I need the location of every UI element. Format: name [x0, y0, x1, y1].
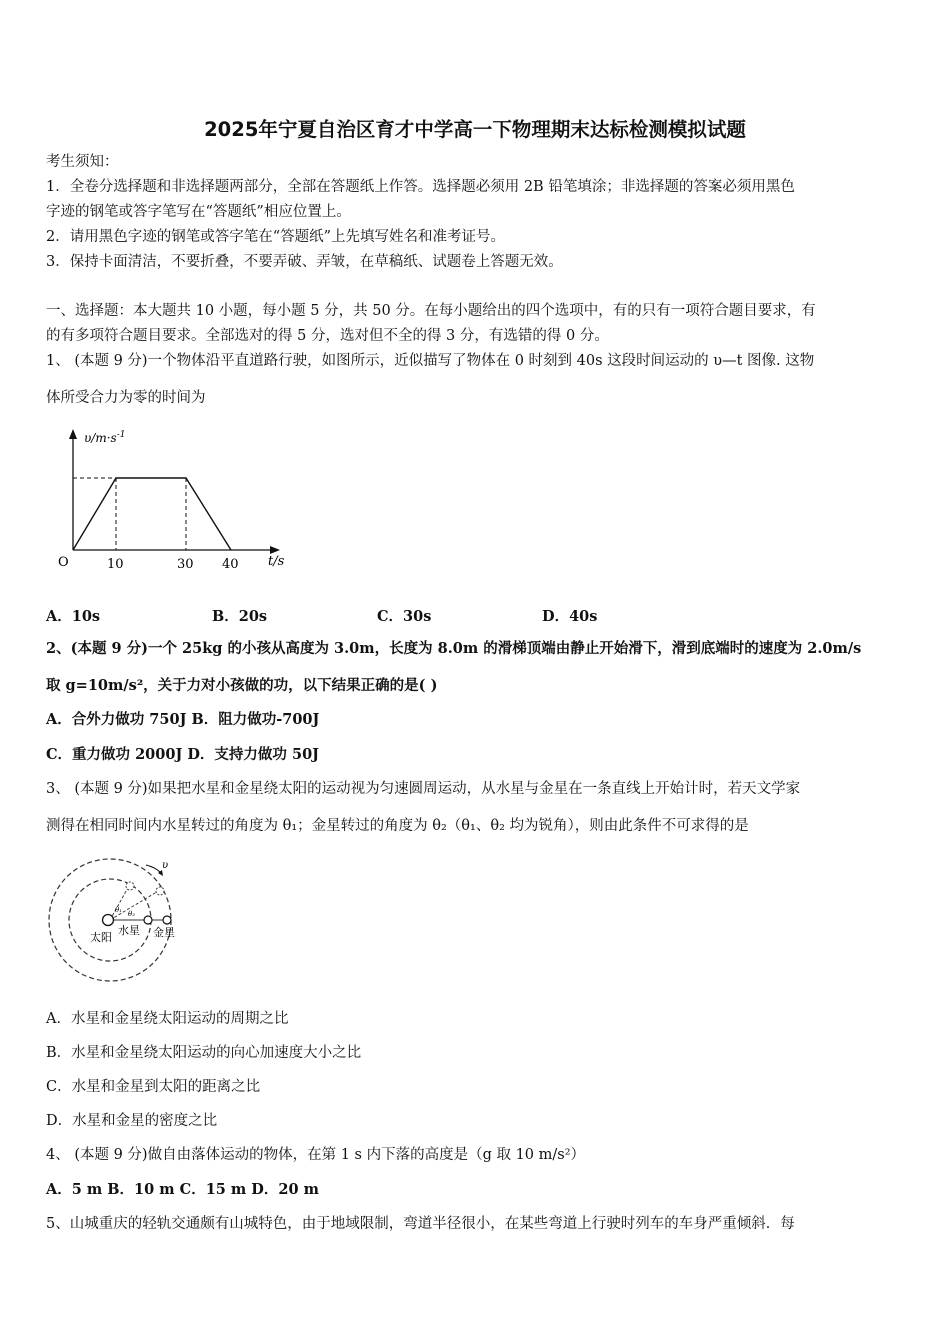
- vt-tick-40: 40: [222, 557, 239, 572]
- q2-options-line-2: C．重力做功 2000J D．支持力做功 50J: [46, 746, 320, 763]
- q1-stem-line-1: 1、 (本题 9 分)一个物体沿平直道路行驶，如图所示，近似描写了物体在 0 时刻到 40s 这段时间运动的 υ—t 图像. 这物: [46, 353, 815, 369]
- q3-option-b: B．水星和金星绕太阳运动的向心加速度大小之比: [46, 1045, 362, 1061]
- vt-curve: [73, 478, 231, 550]
- radius-line-mercury: [110, 884, 130, 920]
- q3-option-a: A．水星和金星绕太阳运动的周期之比: [46, 1011, 289, 1027]
- q2-options-line-1: A．合外力做功 750J B．阻力做功-700J: [46, 711, 320, 728]
- section-intro-line-1: 一、选择题：本大题共 10 小题，每小题 5 分，共 50 分。在每小题给出的四个选项中，有的只有一项符合题目要求，有: [46, 303, 816, 319]
- q1-option-b: B．20s: [212, 608, 268, 625]
- q1-option-d: D．40s: [542, 608, 598, 625]
- notice-item-3: 3．保持卡面清洁，不要折叠，不要弄破、弄皱，在草稿纸、试题卷上答题无效。: [46, 254, 563, 270]
- q1-option-a: A．10s: [46, 608, 101, 625]
- mercury-label: 水星: [118, 924, 140, 937]
- vt-tick-10: 10: [107, 557, 124, 572]
- mercury-moved-icon: [126, 882, 134, 890]
- velocity-label: υ: [162, 860, 169, 871]
- q5-stem-line-1: 5、山城重庆的轻轨交通颇有山城特色，由于地域限制，弯道半径很小，在某些弯道上行驶时列车的车身严重倾斜．每: [46, 1216, 795, 1232]
- q2-stem-line-2: 取 g=10m/s²，关于力对小孩做的功，以下结果正确的是( ): [46, 677, 438, 694]
- q4-options: A．5 m B．10 m C．15 m D．20 m: [46, 1181, 319, 1198]
- q3-stem-line-1: 3、 (本题 9 分)如果把水星和金星绕太阳的运动视为匀速圆周运动，从水星与金星在一条直线上开始计时，若天文学家: [46, 781, 801, 797]
- q3-option-c: C．水星和金星到太阳的距离之比: [46, 1079, 261, 1095]
- vt-origin-label: O: [58, 555, 69, 570]
- venus-planet-icon: [163, 916, 171, 924]
- q1-stem-line-2: 体所受合力为零的时间为: [46, 390, 206, 406]
- theta1-label: θ₁: [115, 906, 123, 914]
- sun-icon: [103, 915, 114, 926]
- vt-x-label: t/s: [268, 554, 285, 569]
- sun-label: 太阳: [90, 931, 112, 944]
- q3-stem-line-2: 测得在相同时间内水星转过的角度为 θ₁；金星转过的角度为 θ₂（θ₁、θ₂ 均为锐角），则由此条件不可求得的是: [46, 818, 749, 834]
- q3-orbit-figure: [44, 854, 184, 986]
- notice-item-1-cont: 字迹的钢笔或答字笔写在“答题纸”相应位置上。: [46, 204, 351, 220]
- q4-stem: 4、 (本题 9 分)做自由落体运动的物体，在第 1 s 内下落的高度是（g 取 10 m/s²）: [46, 1147, 586, 1163]
- vt-y-label: $\upsilon/m\cdot s^{-1}$: [84, 430, 126, 445]
- velocity-arrow-icon: [146, 865, 161, 873]
- exam-title: 2025年宁夏自治区育才中学高一下物理期末达标检测模拟试题: [204, 118, 746, 141]
- q1-vt-graph: [50, 425, 300, 575]
- section-intro-line-2: 的有多项符合题目要求。全部选对的得 5 分，选对但不全的得 3 分，有选错的得 0 分。: [46, 328, 609, 344]
- venus-label: 金星: [153, 926, 175, 939]
- vt-tick-30: 30: [177, 557, 194, 572]
- notice-item-2: 2．请用黑色字迹的钢笔或答字笔在“答题纸”上先填写姓名和准考证号。: [46, 229, 506, 245]
- notice-heading: 考生须知：: [46, 154, 119, 170]
- venus-moved-icon: [156, 887, 164, 895]
- vt-x-arrow: [270, 546, 280, 554]
- q3-option-d: D．水星和金星的密度之比: [46, 1113, 218, 1129]
- mercury-planet-icon: [144, 916, 152, 924]
- theta2-label: θ₂: [128, 910, 136, 918]
- notice-item-1: 1．全卷分选择题和非选择题两部分，全部在答题纸上作答。选择题必须用 2B 铅笔填涂；非选择题的答案必须用黑色: [46, 179, 795, 195]
- vt-y-arrow: [69, 429, 77, 439]
- q2-stem-line-1: 2、(本题 9 分)一个 25kg 的小孩从高度为 3.0m，长度为 8.0m 的滑梯顶端由静止开始滑下，滑到底端时的速度为 2.0m/s: [46, 640, 862, 657]
- q1-option-c: C．30s: [377, 608, 432, 625]
